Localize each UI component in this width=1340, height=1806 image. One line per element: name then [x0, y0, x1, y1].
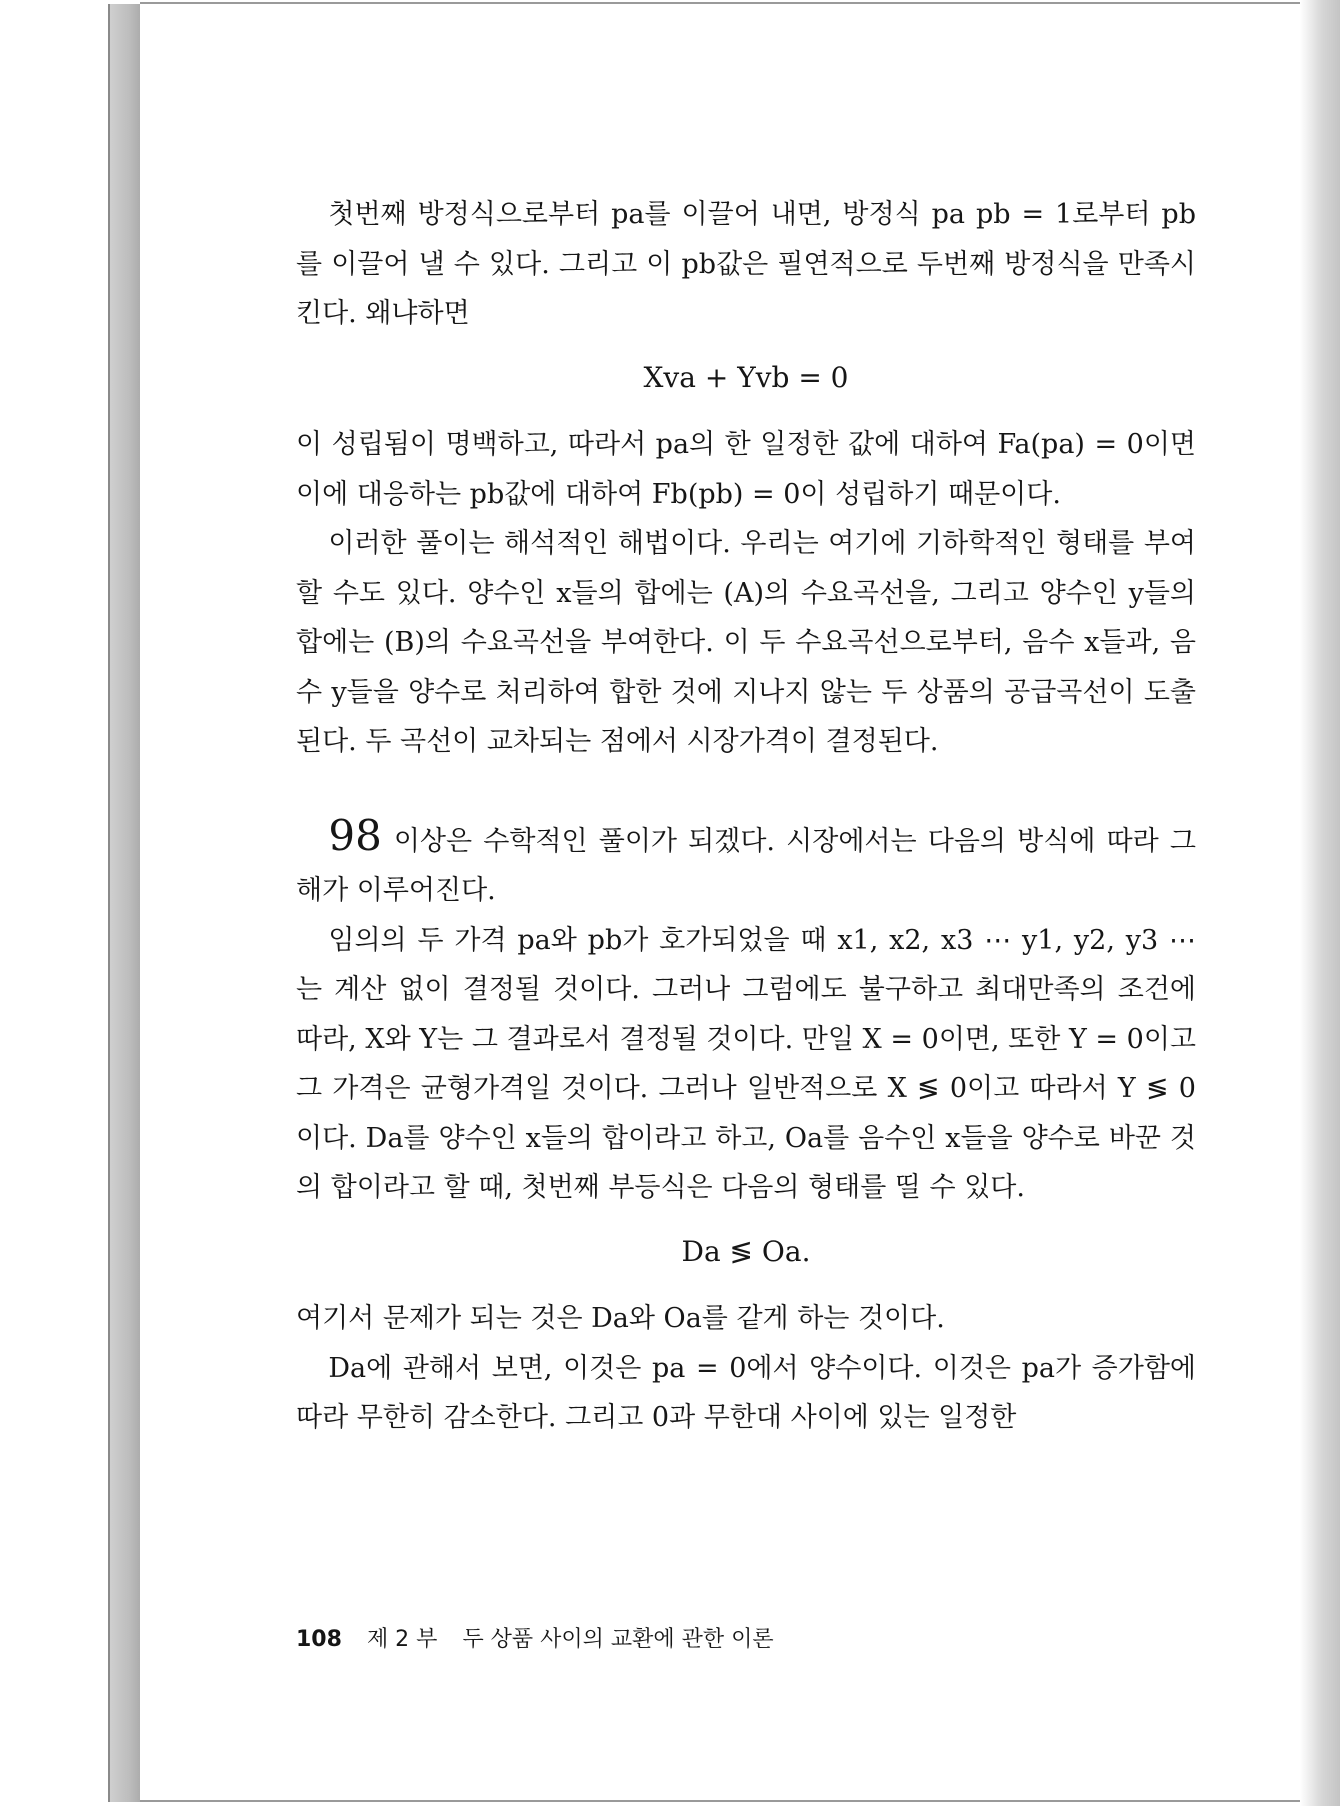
- part-label: 제 2 부: [366, 1627, 438, 1652]
- paragraph: 임의의 두 가격 pa와 pb가 호가되었을 때 x1, x2, x3 ⋯ y1, y2, y3 ⋯ 는 계산 없이 결정될 것이다. 그러나 그럼에도 불구하고 최대만족의 조건에 따라, X와 Y는 그 결과로서 결정될 것이다. 만일 X = 0이면, 또한 Y = 0이고 그 가격은 균형가격일 것이다. 그러나 일반적으로 X ≶ 0이고 따라서 Y ≶ 0이다. Da를 양수인 x들의 합이라고 하고, Oa를 음수인 x들을 양수로 바꾼 것의 합이라고 할 때, 첫번째 부등식은 다음의 형태를 띨 수 있다.: [296, 924, 1196, 1203]
- paragraph: Da에 관해서 보면, 이것은 pa = 0에서 양수이다. 이것은 pa가 증가함에 따라 무한히 감소한다. 그리고 0과 무한대 사이에 있는 일정한: [296, 1352, 1196, 1433]
- paragraph: 첫번째 방정식으로부터 pa를 이끌어 내면, 방정식 pa pb = 1로부터 pb를 이끌어 낼 수 있다. 그리고 이 pb값은 필연적으로 두번째 방정식을 만족시킨다. 왜냐하면: [296, 199, 1196, 329]
- equation: Xva + Yvb = 0: [643, 360, 849, 394]
- inequality: Da ≶ Oa.: [681, 1234, 811, 1268]
- page-footer: [296, 1622, 774, 1653]
- paragraph: 이러한 풀이는 해석적인 해법이다. 우리는 여기에 기하학적인 형태를 부여할 수도 있다. 양수인 x들의 합에는 (A)의 수요곡선을, 그리고 양수인 y들의 합에는 (B)의 수요곡선을 부여한다. 이 두 수요곡선으로부터, 음수 x들과, 음수 y들을 양수로 처리하여 합한 것에 지나지 않는 두 상품의 공급곡선이 도출된다. 두 곡선이 교차되는 점에서 시장가격이 결정된다.: [296, 528, 1196, 757]
- section-number: 98: [328, 810, 382, 860]
- running-title: 두 상품 사이의 교환에 관한 이론: [462, 1627, 774, 1652]
- page-edge-shadow: [1300, 0, 1340, 1806]
- book-spine: [108, 4, 142, 1802]
- section-paragraph: [296, 811, 1196, 916]
- paragraph-text: 이상은 수학적인 풀이가 되겠다. 시장에서는 다음의 방식에 따라 그 해가 이루어진다.: [296, 825, 1196, 906]
- paragraph: 여기서 문제가 되는 것은 Da와 Oa를 같게 하는 것이다.: [296, 1303, 945, 1334]
- paragraph: 이 성립됨이 명백하고, 따라서 pa의 한 일정한 값에 대하여 Fa(pa) = 0이면 이에 대응하는 pb값에 대하여 Fb(pb) = 0이 성립하기 때문이다.: [296, 429, 1196, 510]
- body-text: [296, 190, 1196, 1443]
- page-number: 108: [296, 1627, 342, 1652]
- section-gap: [296, 767, 1196, 811]
